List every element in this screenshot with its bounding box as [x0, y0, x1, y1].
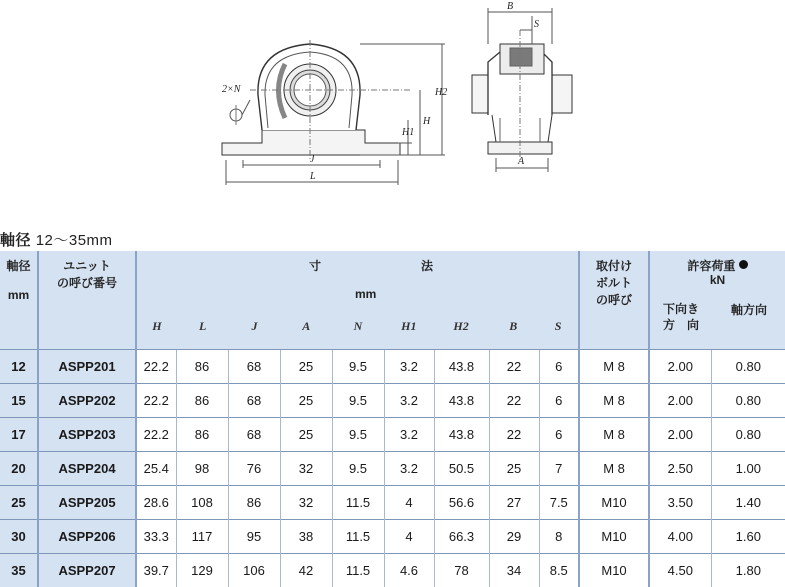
cell-h: 22.2 [136, 350, 176, 384]
cell-s: 7 [539, 452, 579, 486]
sym-n: N [332, 319, 384, 334]
cell-l: 86 [176, 418, 228, 452]
bore-header-unit: mm [0, 288, 37, 302]
sym-s: S [538, 319, 578, 334]
table-row [0, 384, 785, 418]
load-down-1: 下向き [650, 301, 712, 317]
dim-symbols [137, 319, 578, 334]
sym-h1: H1 [384, 319, 434, 334]
cell-bolt: M10 [579, 554, 649, 587]
sym-a: A [280, 319, 332, 334]
sym-b: B [488, 319, 538, 334]
cell-h1: 4 [384, 520, 434, 554]
cell-down: 3.50 [649, 486, 711, 520]
unit-header-label-1: ユニット [39, 257, 135, 274]
cell-h1: 3.2 [384, 452, 434, 486]
holes-label: 2×N [222, 84, 242, 95]
cell-j: 86 [228, 486, 280, 520]
section-title-value: 12～35mm [36, 232, 113, 249]
cell-unit: ASPP207 [38, 554, 136, 587]
cell-l: 98 [176, 452, 228, 486]
dims-header [136, 251, 579, 350]
cell-bore: 35 [0, 554, 38, 587]
cell-unit: ASPP203 [38, 418, 136, 452]
cell-h1: 3.2 [384, 350, 434, 384]
cell-axial: 1.80 [711, 554, 785, 587]
unit-header [38, 251, 136, 350]
dims-title-2: 法 [421, 257, 433, 274]
dims-unit: mm [355, 287, 376, 301]
pillow-block-drawing [0, 0, 785, 225]
cell-a: 32 [280, 452, 332, 486]
cell-a: 38 [280, 520, 332, 554]
cell-j: 95 [228, 520, 280, 554]
cell-bore: 20 [0, 452, 38, 486]
cell-h: 28.6 [136, 486, 176, 520]
cell-bore: 15 [0, 384, 38, 418]
cell-b: 22 [489, 418, 539, 452]
table-row [0, 554, 785, 587]
cell-down: 4.50 [649, 554, 711, 587]
cell-b: 34 [489, 554, 539, 587]
cell-down: 4.00 [649, 520, 711, 554]
cell-b: 29 [489, 520, 539, 554]
dims-title-1: 寸 [309, 257, 321, 274]
cell-n: 9.5 [332, 384, 384, 418]
cell-bolt: M10 [579, 520, 649, 554]
section-title [0, 229, 113, 250]
note-marker-icon [739, 260, 748, 269]
cell-n: 9.5 [332, 452, 384, 486]
s-label: S [534, 19, 539, 30]
cell-axial: 1.00 [711, 452, 785, 486]
load-axial-header: 軸方向 [712, 301, 785, 318]
load-header [649, 251, 785, 350]
cell-down: 2.00 [649, 418, 711, 452]
cell-s: 6 [539, 384, 579, 418]
cell-b: 27 [489, 486, 539, 520]
cell-j: 68 [228, 418, 280, 452]
bolt-header-label-3: の呼び [580, 291, 648, 308]
bore-header [0, 251, 38, 350]
sym-j: J [229, 319, 281, 334]
cell-a: 42 [280, 554, 332, 587]
table-row [0, 350, 785, 384]
cell-h: 25.4 [136, 452, 176, 486]
l-label: L [309, 171, 316, 182]
table-header [0, 251, 785, 350]
cell-l: 117 [176, 520, 228, 554]
table-row [0, 486, 785, 520]
sym-l: L [177, 319, 229, 334]
cell-unit: ASPP205 [38, 486, 136, 520]
cell-h2: 43.8 [434, 350, 489, 384]
cell-h1: 3.2 [384, 384, 434, 418]
bore-header-label: 軸径 [0, 257, 37, 274]
cell-bolt: M 8 [579, 350, 649, 384]
cell-axial: 0.80 [711, 384, 785, 418]
cell-n: 9.5 [332, 418, 384, 452]
cell-n: 11.5 [332, 554, 384, 587]
cell-h1: 4 [384, 486, 434, 520]
cell-a: 25 [280, 384, 332, 418]
cell-b: 25 [489, 452, 539, 486]
cell-down: 2.50 [649, 452, 711, 486]
h1-label: H1 [401, 127, 414, 138]
h2-label: H2 [434, 87, 447, 98]
load-down-header [650, 301, 712, 333]
cell-bore: 12 [0, 350, 38, 384]
cell-h1: 3.2 [384, 418, 434, 452]
b-label: B [507, 1, 513, 12]
cell-bolt: M10 [579, 486, 649, 520]
cell-h: 22.2 [136, 384, 176, 418]
cell-h2: 56.6 [434, 486, 489, 520]
cell-s: 6 [539, 418, 579, 452]
front-view [222, 40, 445, 185]
cell-s: 8.5 [539, 554, 579, 587]
cell-h: 33.3 [136, 520, 176, 554]
cell-j: 68 [228, 350, 280, 384]
cell-l: 86 [176, 350, 228, 384]
bolt-header-label-1: 取付け [580, 257, 648, 274]
load-unit: kN [650, 273, 785, 287]
cell-bolt: M 8 [579, 452, 649, 486]
cell-bore: 25 [0, 486, 38, 520]
table-row [0, 418, 785, 452]
bolt-header [579, 251, 649, 350]
cell-s: 7.5 [539, 486, 579, 520]
cell-h1: 4.6 [384, 554, 434, 587]
load-label: 許容荷重 [687, 259, 735, 273]
cell-h2: 43.8 [434, 384, 489, 418]
section-title-prefix: 軸径 [0, 232, 31, 249]
cell-unit: ASPP201 [38, 350, 136, 384]
cell-j: 76 [228, 452, 280, 486]
table-row [0, 452, 785, 486]
cell-a: 32 [280, 486, 332, 520]
cell-h2: 66.3 [434, 520, 489, 554]
cell-unit: ASPP204 [38, 452, 136, 486]
cell-l: 129 [176, 554, 228, 587]
cell-h: 39.7 [136, 554, 176, 587]
spec-table [0, 251, 785, 587]
load-header-label [650, 257, 785, 274]
cell-h2: 78 [434, 554, 489, 587]
cell-s: 6 [539, 350, 579, 384]
cell-n: 9.5 [332, 350, 384, 384]
cell-bore: 17 [0, 418, 38, 452]
j-label: J [310, 154, 315, 165]
cell-h: 22.2 [136, 418, 176, 452]
cell-a: 25 [280, 418, 332, 452]
cell-n: 11.5 [332, 486, 384, 520]
cell-b: 22 [489, 350, 539, 384]
bolt-header-label-2: ボルト [580, 274, 648, 291]
cell-a: 25 [280, 350, 332, 384]
h-label: H [422, 116, 431, 127]
cell-axial: 1.40 [711, 486, 785, 520]
sym-h: H [137, 319, 177, 334]
table-body [0, 350, 785, 587]
cell-unit: ASPP202 [38, 384, 136, 418]
cell-axial: 0.80 [711, 418, 785, 452]
cell-h2: 43.8 [434, 418, 489, 452]
cell-axial: 1.60 [711, 520, 785, 554]
cell-down: 2.00 [649, 350, 711, 384]
sym-h2: H2 [434, 319, 489, 334]
cell-j: 68 [228, 384, 280, 418]
cell-l: 86 [176, 384, 228, 418]
cell-bore: 30 [0, 520, 38, 554]
cell-h2: 50.5 [434, 452, 489, 486]
cell-s: 8 [539, 520, 579, 554]
cell-n: 11.5 [332, 520, 384, 554]
cell-l: 108 [176, 486, 228, 520]
table-row [0, 520, 785, 554]
cell-unit: ASPP206 [38, 520, 136, 554]
cell-bolt: M 8 [579, 384, 649, 418]
side-view [472, 8, 572, 172]
load-down-2: 方 向 [650, 317, 712, 333]
a-label: A [517, 156, 525, 167]
unit-header-label-2: の呼び番号 [39, 274, 135, 291]
cell-down: 2.00 [649, 384, 711, 418]
cell-bolt: M 8 [579, 418, 649, 452]
cell-j: 106 [228, 554, 280, 587]
cell-b: 22 [489, 384, 539, 418]
cell-axial: 0.80 [711, 350, 785, 384]
